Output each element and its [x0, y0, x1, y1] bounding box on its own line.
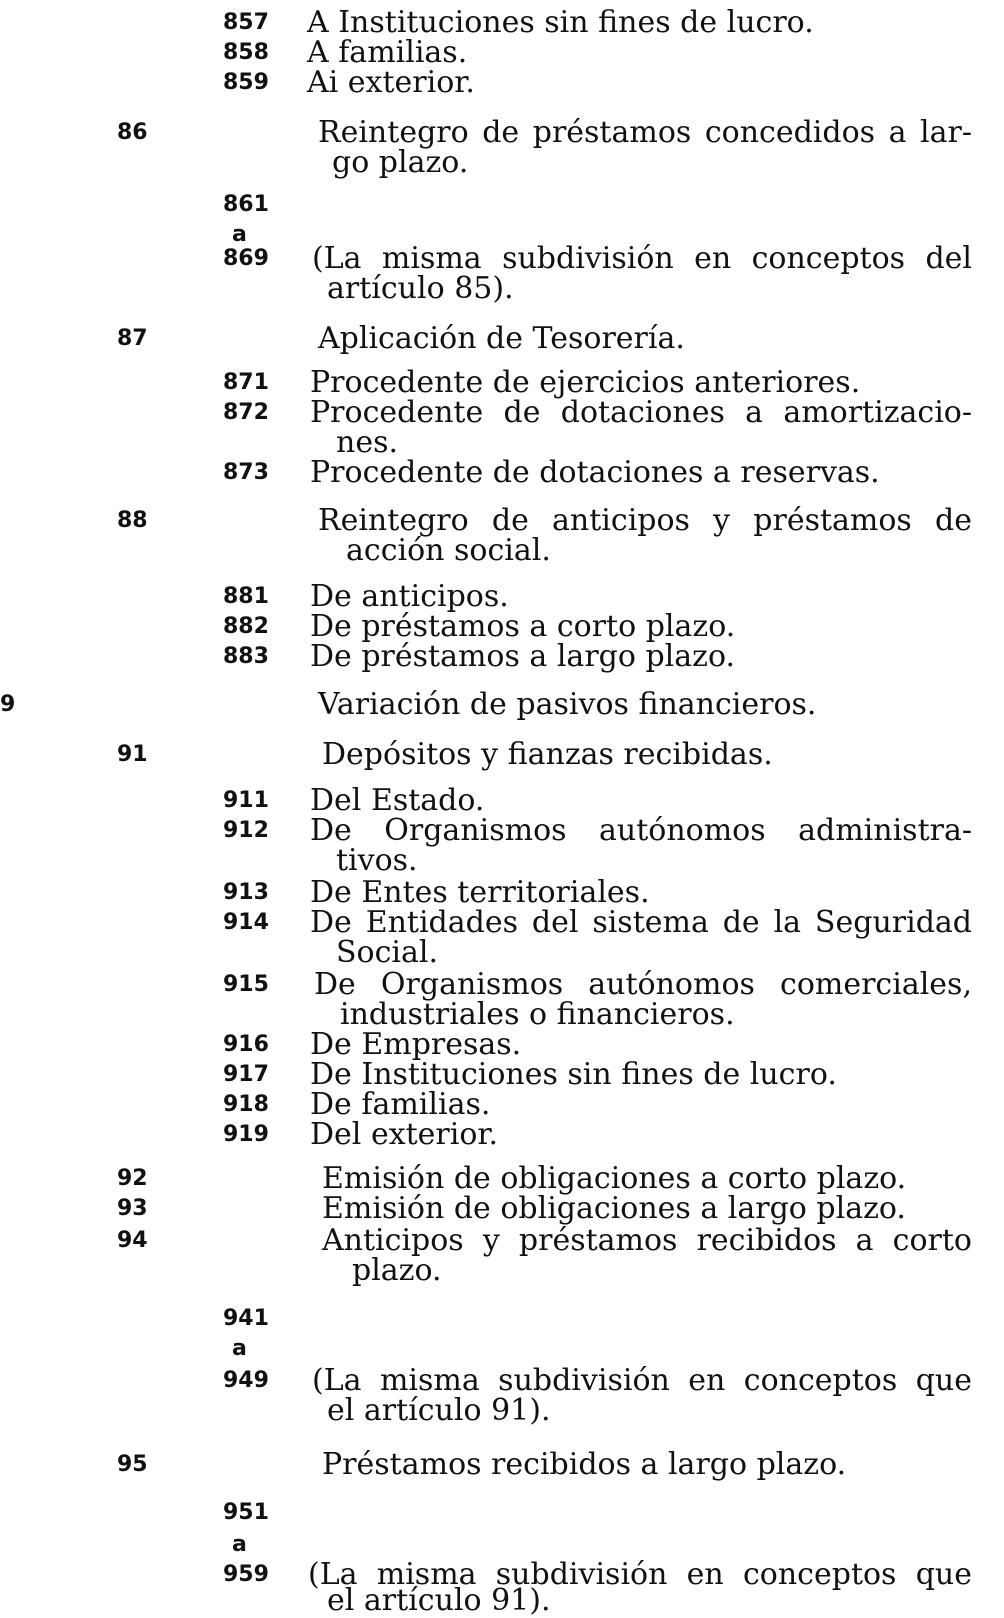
code-951: 951 [223, 1500, 269, 1525]
code-912: 912 [223, 818, 269, 843]
code-92: 92 [117, 1166, 148, 1191]
entry-text: Reintegro de anticipos y préstamos de [318, 503, 972, 538]
entry-text: De préstamos a largo plazo. [310, 639, 736, 674]
entry-text: De anticipos. [310, 579, 509, 614]
entry-text-continued: plazo. [352, 1253, 442, 1288]
entry-text: De Empresas. [310, 1027, 522, 1062]
code-857: 857 [223, 10, 269, 35]
entry-text: Procedente de dotaciones a amortizacio- [310, 395, 972, 430]
code-871: 871 [223, 370, 269, 395]
entry-text: De Organismos autónomos comerciales, [314, 967, 972, 1002]
entry-text: A familias. [307, 35, 468, 70]
code-range-a: a [232, 222, 247, 247]
code-916: 916 [223, 1032, 269, 1057]
code-9: 9 [0, 692, 16, 717]
entry-text: (La misma subdivisión en conceptos del [312, 241, 972, 276]
code-859: 859 [223, 70, 269, 95]
code-93: 93 [117, 1196, 148, 1221]
code-86: 86 [117, 120, 148, 145]
code-858: 858 [223, 40, 269, 65]
entry-text: Del exterior. [310, 1117, 498, 1152]
code-914: 914 [223, 910, 269, 935]
code-87: 87 [117, 326, 148, 351]
code-919: 919 [223, 1122, 269, 1147]
entry-text: De Entes territoriales. [310, 875, 650, 910]
entry-text: Aplicación de Tesorería. [318, 321, 685, 356]
entry-text-continued: artículo 85). [327, 271, 514, 306]
code-917: 917 [223, 1062, 269, 1087]
entry-text-continued: go plazo. [332, 145, 469, 180]
code-883: 883 [223, 644, 269, 669]
code-881: 881 [223, 584, 269, 609]
entry-text: De Entidades del sistema de la Seguridad [310, 905, 972, 940]
code-882: 882 [223, 614, 269, 639]
entry-text: Del Estado. [310, 783, 485, 818]
code-941: 941 [223, 1306, 269, 1331]
entry-text: De Instituciones sin fines de lucro. [310, 1057, 837, 1092]
entry-text: Préstamos recibidos a largo plazo. [322, 1447, 847, 1482]
code-869: 869 [223, 246, 269, 271]
entry-text-continued: tivos. [336, 843, 418, 878]
code-range-a: a [232, 1336, 247, 1361]
entry-text-continued: el artículo 91). [327, 1583, 551, 1618]
code-918: 918 [223, 1092, 269, 1117]
code-949: 949 [223, 1368, 269, 1393]
entry-text-continued: acción social. [346, 533, 551, 568]
entry-text: (La misma subdivisión en conceptos que [308, 1557, 972, 1592]
entry-text: Anticipos y préstamos recibidos a corto [322, 1223, 972, 1258]
code-913: 913 [223, 880, 269, 905]
code-959: 959 [223, 1562, 269, 1587]
entry-text-continued: el artículo 91). [327, 1393, 551, 1428]
entry-text-continued: industriales o financieros. [340, 997, 735, 1032]
entry-text-continued: nes. [336, 425, 399, 460]
code-872: 872 [223, 400, 269, 425]
code-91: 91 [117, 742, 148, 767]
code-range-a: a [232, 1532, 247, 1557]
entry-text: Procedente de dotaciones a reservas. [310, 455, 880, 490]
code-873: 873 [223, 460, 269, 485]
entry-text: Procedente de ejercicios anteriores. [310, 365, 861, 400]
entry-text: De Organismos autónomos administra- [310, 813, 972, 848]
entry-text: Emisión de obligaciones a largo plazo. [322, 1191, 906, 1226]
entry-text: (La misma subdivisión en conceptos que [312, 1363, 972, 1398]
entry-text: Reintegro de préstamos concedidos a lar- [318, 115, 972, 150]
code-94: 94 [117, 1228, 148, 1253]
entry-text: Depósitos y fianzas recibidas. [322, 737, 773, 772]
entry-text: A Instituciones sin fines de lucro. [307, 5, 814, 40]
code-915: 915 [223, 972, 269, 997]
entry-text: De familias. [310, 1087, 491, 1122]
code-861: 861 [223, 192, 269, 217]
code-911: 911 [223, 788, 269, 813]
code-88: 88 [117, 508, 148, 533]
code-95: 95 [117, 1452, 148, 1477]
entry-text: Ai exterior. [307, 65, 475, 100]
entry-text: Emisión de obligaciones a corto plazo. [322, 1161, 907, 1196]
entry-text: De préstamos a corto plazo. [310, 609, 736, 644]
entry-text: Variación de pasivos financieros. [318, 687, 817, 722]
entry-text-continued: Social. [336, 935, 439, 970]
